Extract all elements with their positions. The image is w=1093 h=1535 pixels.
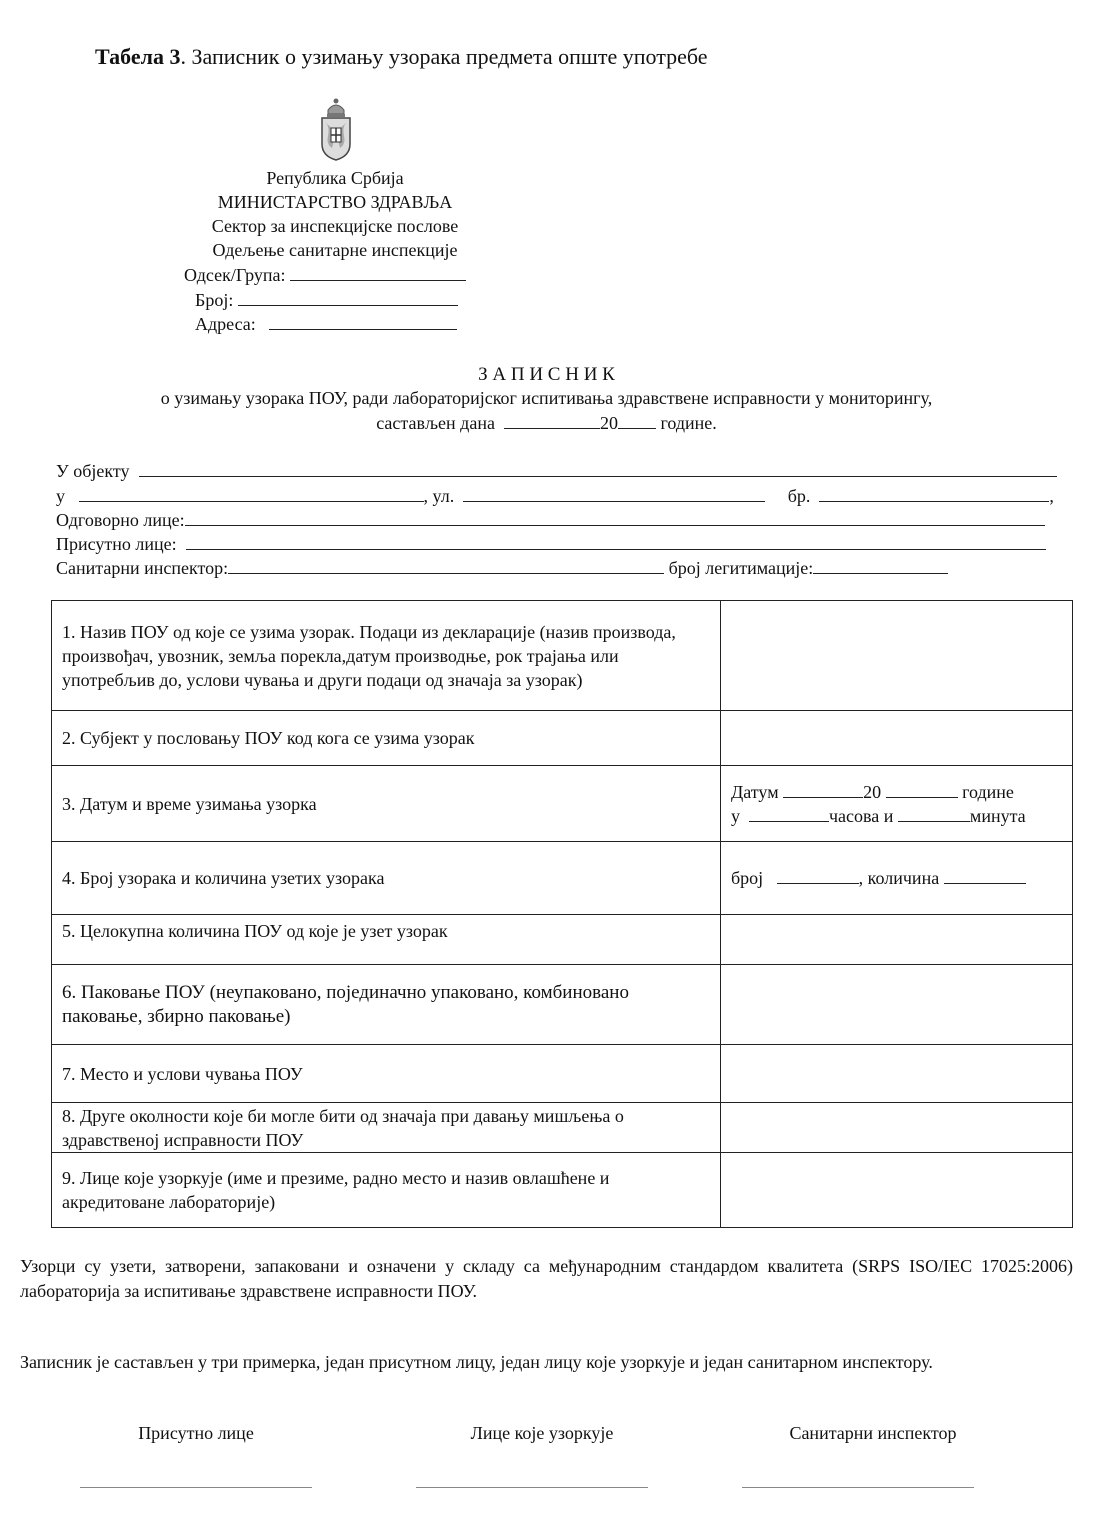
date-year-prefix: 20 bbox=[599, 413, 618, 433]
row-7-question: 7. Место и услови чувања ПОУ bbox=[52, 1045, 721, 1103]
row-2-question: 2. Субјект у пословању ПОУ код кога се узима узорак bbox=[52, 711, 721, 766]
record-date-line bbox=[0, 412, 1093, 434]
number-field bbox=[195, 289, 458, 311]
object-label: У објекту bbox=[56, 461, 130, 481]
responsible-input[interactable] bbox=[185, 509, 1045, 526]
signature-sampler-line[interactable] bbox=[416, 1487, 648, 1488]
quantity-input[interactable] bbox=[944, 867, 1026, 884]
hours-input[interactable] bbox=[749, 805, 829, 822]
row-9-question: 9. Лице које узоркује (име и презиме, радно место и назив овлашћене и акредитоване лабораторије) bbox=[52, 1153, 721, 1228]
department-name: Одељење санитарне инспекције bbox=[212, 240, 458, 260]
sample-table bbox=[51, 600, 1073, 1228]
house-number-label: бр. bbox=[787, 486, 811, 506]
table-row bbox=[52, 601, 1073, 711]
sample-date-input[interactable] bbox=[783, 781, 863, 798]
present-label: Присутно лице: bbox=[56, 534, 177, 554]
minutes-input[interactable] bbox=[898, 805, 970, 822]
row-1-question: 1. Назив ПОУ од које се узима узорак. Подаци из декларације (назив производа, произвођач, увозник, земља порекла,датум производње, рок трајања или употребљив до, услови чувања и други подаци од значаја за узорак) bbox=[52, 601, 721, 711]
id-label: број легитимације: bbox=[668, 558, 814, 578]
document-title bbox=[95, 44, 708, 70]
row-4-question: 4. Број узорака и количина узетих узорака bbox=[52, 842, 721, 915]
signature-inspector-line[interactable] bbox=[742, 1487, 974, 1488]
at-label: у bbox=[731, 805, 740, 826]
signature-present-line[interactable] bbox=[80, 1487, 312, 1488]
section-input[interactable] bbox=[290, 264, 466, 281]
title-text: . Записник о узимању узорака предмета опште употребе bbox=[180, 44, 708, 69]
section-field bbox=[184, 264, 466, 286]
inspector-label: Санитарни инспектор: bbox=[56, 558, 229, 578]
id-input[interactable] bbox=[813, 557, 948, 574]
address-input[interactable] bbox=[269, 313, 457, 330]
street-input[interactable] bbox=[463, 485, 765, 502]
number-label: Број: bbox=[195, 290, 234, 310]
record-subtitle: о узимању узорака ПОУ, ради лабораторијског испитивања здравствене исправности у мониторингу, bbox=[160, 388, 933, 408]
table-row bbox=[52, 842, 1073, 915]
row-2-answer[interactable] bbox=[721, 711, 1073, 766]
copies-note: Записник је састављен у три примерка, један присутном лицу, један лицу које узоркује и један санитарном инспектору. bbox=[20, 1352, 933, 1372]
title-label: Табела 3 bbox=[95, 44, 181, 69]
date-prefix: састављен дана bbox=[376, 413, 495, 433]
minutes-label: минута bbox=[969, 805, 1026, 826]
inspector-field bbox=[56, 557, 948, 579]
row-6-question: 6. Паковање ПОУ (неупаковано, појединачно упаковано, комбиновано паковање, збирно паковање) bbox=[52, 965, 721, 1045]
table-row bbox=[52, 1045, 1073, 1103]
sample-year-suffix: године bbox=[962, 781, 1014, 802]
signature-sampler-label: Лице које узоркује bbox=[470, 1423, 614, 1443]
row-7-answer[interactable] bbox=[721, 1045, 1073, 1103]
present-field bbox=[56, 533, 1046, 555]
quantity-label: , количина bbox=[858, 868, 940, 888]
sector-name: Сектор за инспекцијске послове bbox=[211, 216, 459, 236]
date-suffix: године. bbox=[660, 413, 717, 433]
row-9-answer[interactable] bbox=[721, 1153, 1073, 1228]
row-8-answer[interactable] bbox=[721, 1103, 1073, 1153]
table-row bbox=[52, 915, 1073, 965]
standard-note: Узорци су узети, затворени, запаковани и означени у складу са међународним стандардом квалитета (SRPS ISO/IEC 17025:2006) лабораторија за испитивање здравствене исправности ПОУ. bbox=[20, 1256, 1073, 1301]
row-3-question: 3. Датум и време узимања узорка bbox=[52, 766, 721, 842]
table-row bbox=[52, 711, 1073, 766]
row-5-question: 5. Целокупна количина ПОУ од које је узет узорак bbox=[52, 915, 721, 965]
signature-inspector-label: Санитарни инспектор bbox=[789, 1423, 957, 1443]
table-row bbox=[52, 1153, 1073, 1228]
city-input[interactable] bbox=[79, 485, 424, 502]
datetime-date-line bbox=[731, 780, 1062, 804]
city-label: у bbox=[56, 486, 65, 506]
row-4-answer bbox=[721, 842, 1073, 915]
table-row bbox=[52, 1103, 1073, 1153]
responsible-field bbox=[56, 509, 1045, 531]
location-field bbox=[56, 485, 1054, 507]
count-label: број bbox=[731, 868, 764, 888]
sample-year-prefix: 20 bbox=[863, 781, 882, 802]
ministry-name: МИНИСТАРСТВО ЗДРАВЉА bbox=[217, 192, 453, 212]
object-input[interactable] bbox=[139, 460, 1057, 477]
republic-name: Република Србија bbox=[266, 168, 404, 188]
house-number-input[interactable] bbox=[819, 485, 1049, 502]
row-1-answer[interactable] bbox=[721, 601, 1073, 711]
hours-label: часова и bbox=[829, 805, 894, 826]
number-input[interactable] bbox=[238, 289, 458, 306]
responsible-label: Одговорно лице: bbox=[56, 510, 185, 530]
signature-present-label: Присутно лице bbox=[138, 1423, 254, 1443]
date-label: Датум bbox=[731, 781, 779, 802]
address-label: Адреса: bbox=[195, 314, 256, 334]
record-title: З А П И С Н И К bbox=[478, 364, 615, 385]
row-6-answer[interactable] bbox=[721, 965, 1073, 1045]
datetime-time-line bbox=[731, 804, 1062, 828]
row-5-answer[interactable] bbox=[721, 915, 1073, 965]
address-field bbox=[195, 313, 457, 335]
present-input[interactable] bbox=[186, 533, 1046, 550]
inspector-input[interactable] bbox=[228, 557, 664, 574]
street-label: , ул. bbox=[423, 486, 455, 506]
row-8-question: 8. Друге околности које би могле бити од значаја при давању мишљења о здравственој исправности ПОУ bbox=[52, 1103, 721, 1153]
sample-year-input[interactable] bbox=[886, 781, 958, 798]
row-3-answer bbox=[721, 766, 1073, 842]
serbian-coat-of-arms-icon bbox=[316, 96, 356, 162]
section-label: Одсек/Група: bbox=[184, 265, 286, 285]
count-input[interactable] bbox=[777, 867, 859, 884]
table-row bbox=[52, 965, 1073, 1045]
year-input[interactable] bbox=[618, 412, 656, 429]
trailing-comma: , bbox=[1049, 486, 1054, 506]
date-input[interactable] bbox=[504, 412, 600, 429]
object-field bbox=[56, 460, 1057, 482]
table-row bbox=[52, 766, 1073, 842]
